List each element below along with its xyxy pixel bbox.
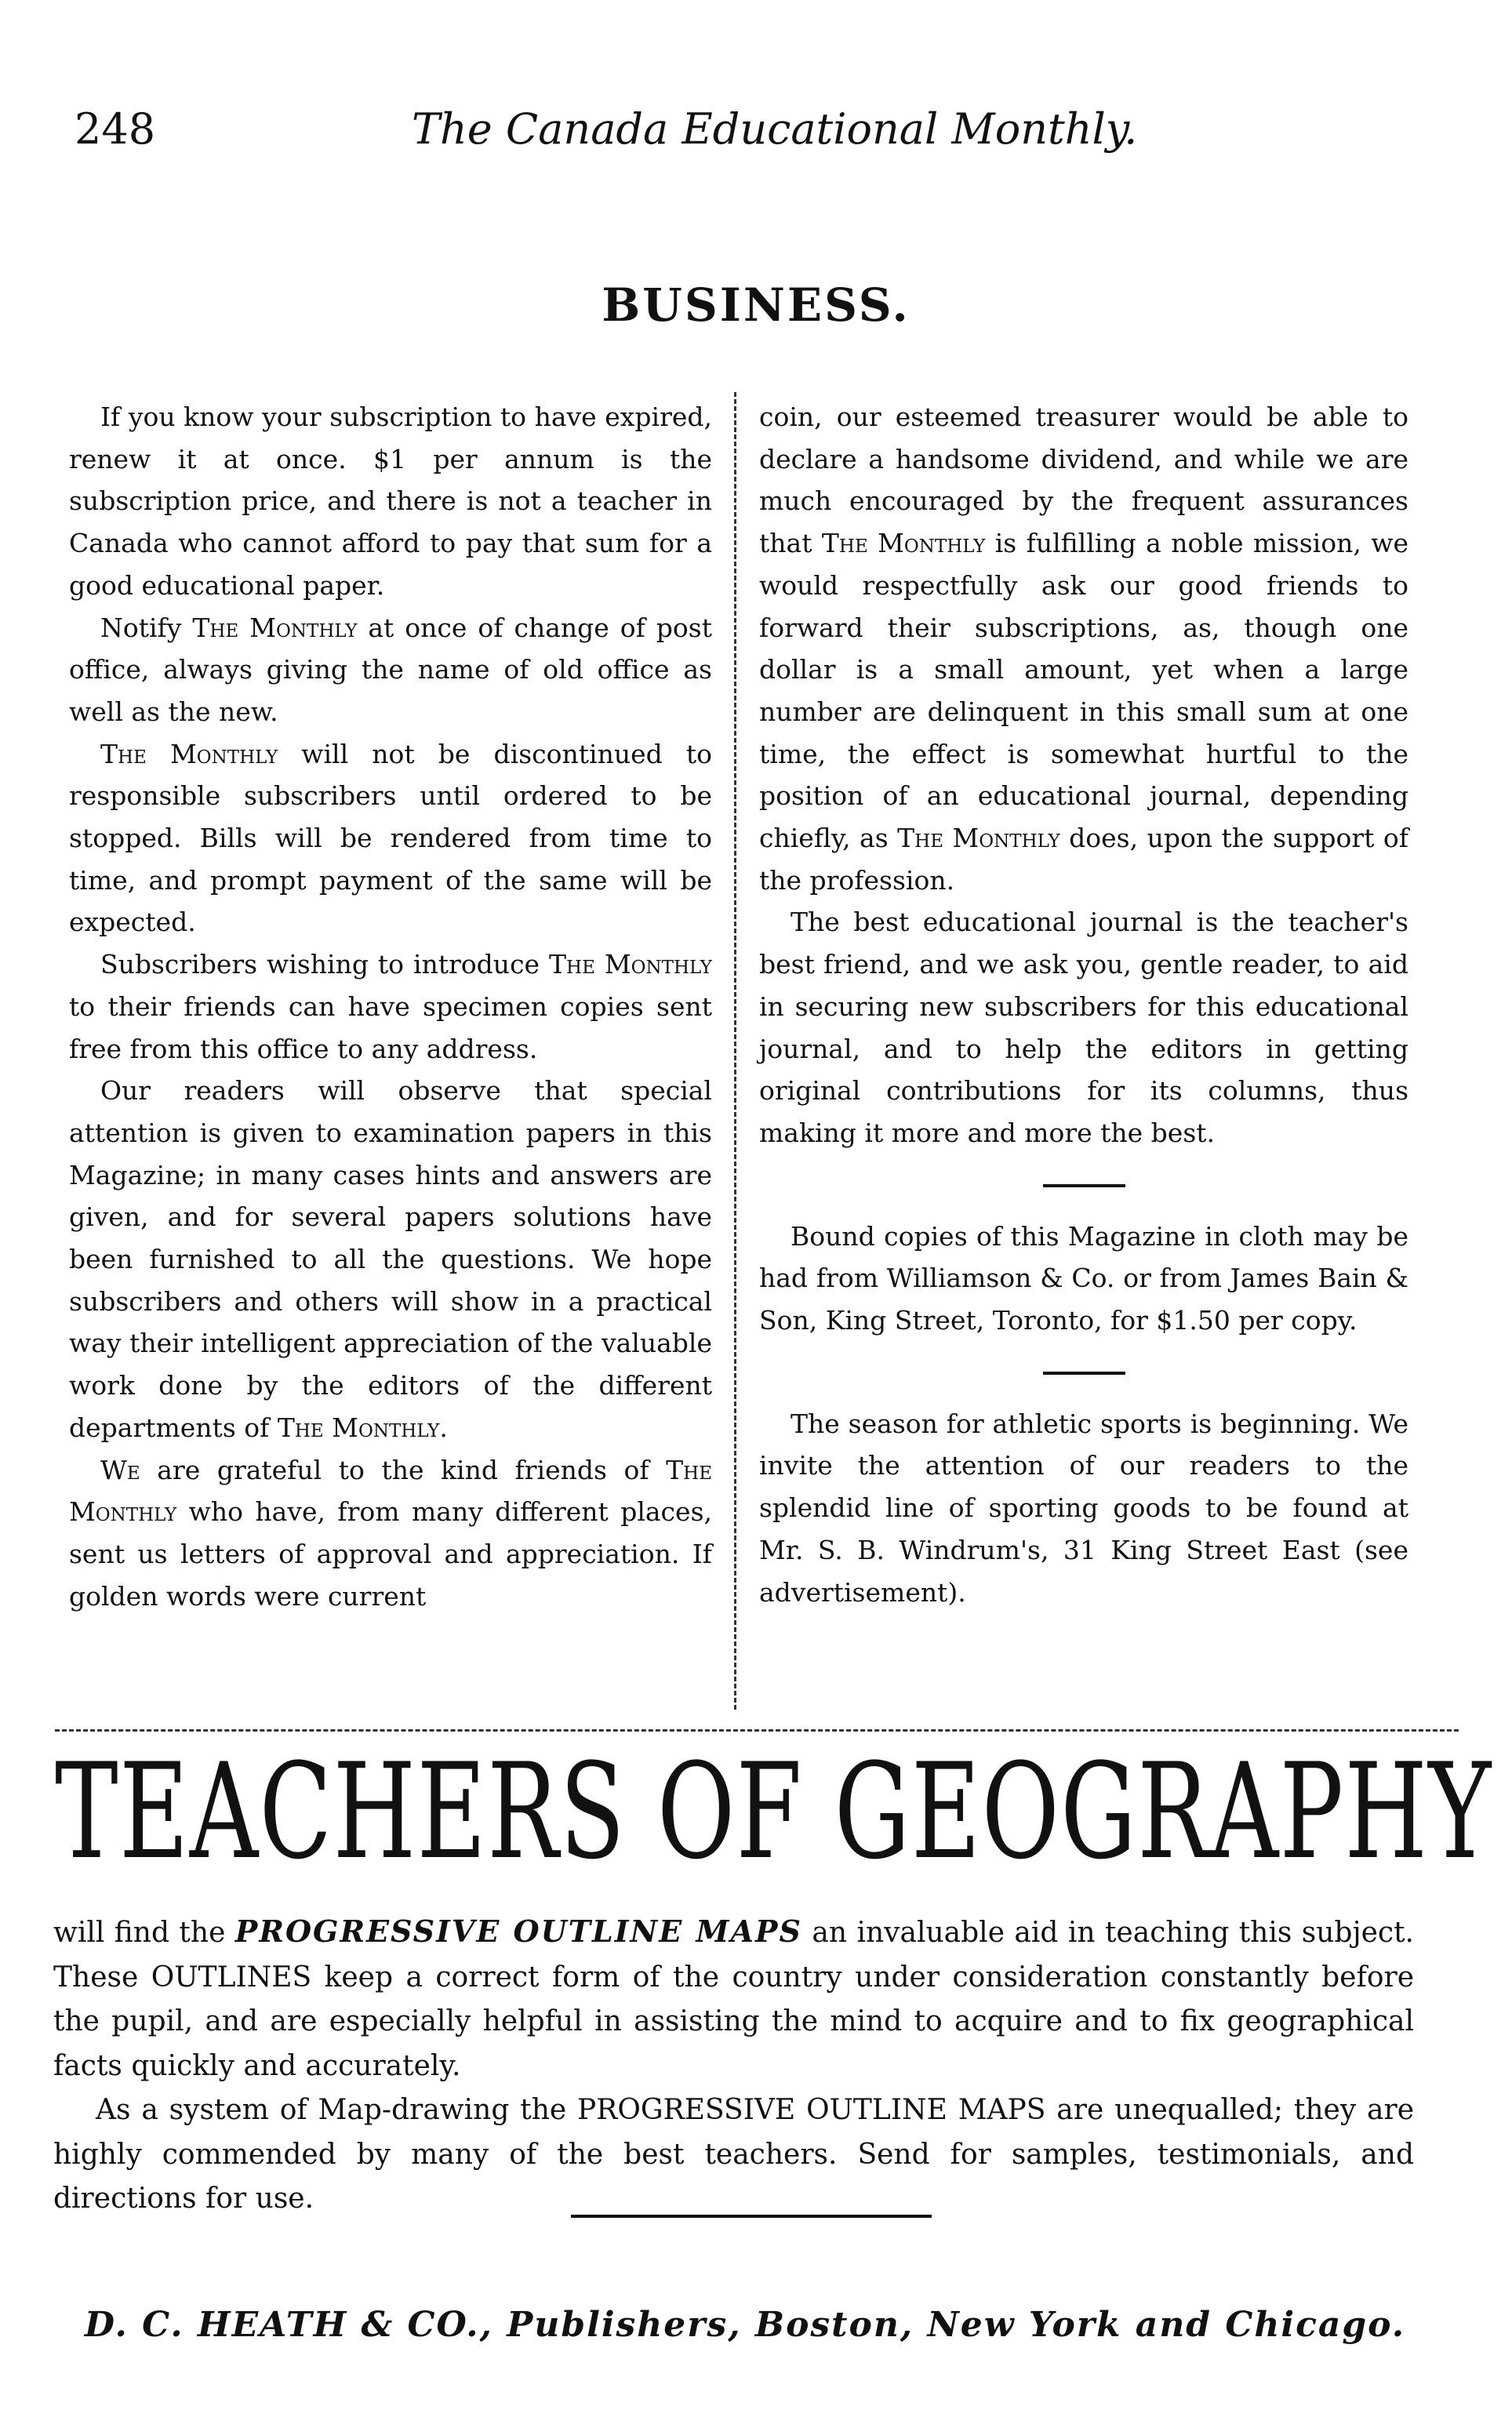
publisher-line: D. C. HEATH & CO., Publishers, Boston, New York and Chicago. (84, 2305, 1406, 2345)
paragraph: The best educational journal is the teacher's best friend, and we ask you, gentle reader, to aid in securing new subscribers for this educational journal, and to help the editors in getting original contributions for its columns, thus making it more and more the best. (759, 907, 1408, 1148)
full-width-rule (55, 1729, 1459, 1732)
paragraph: We are grateful to the kind friends of The Monthly who have, from many different places, sent us letters of approval and appreciation. If golden words were current (69, 1454, 712, 1612)
column-divider (734, 392, 736, 1710)
paragraph: The season for athletic sports is beginning. We invite the attention of our readers to the splendid line of sporting goods to be found at Mr. S. B. Windrum's, 31 King Street East (see advertisement). (759, 1408, 1408, 1608)
product-name: PROGRESSIVE OUTLINE MAPS (234, 1914, 802, 1949)
separator-rule (1043, 1184, 1125, 1187)
separator-rule (1043, 1372, 1125, 1375)
ad-separator-rule (571, 2215, 932, 2218)
ad-paragraph: will find the PROGRESSIVE OUTLINE MAPS an invaluable aid in teaching this subject. These OUTLINES keep a correct form of the country under consideration constantly before the pupil, and are especially helpful in assisting the mind to acquire and to fix geographical facts quickly and accurately. (53, 1914, 1414, 2082)
ad-paragraph: As a system of Map-drawing the PROGRESSIVE OUTLINE MAPS are unequalled; they are highly commended by many of the best teachers. Send for samples, testimonials, and directions for use. (53, 2094, 1414, 2215)
paragraph: The Monthly will not be discontinued to responsible subscribers until ordered to be stopped. Bills will be rendered from time to time, and prompt payment of the same will be expected. (69, 738, 712, 938)
section-heading: BUSINESS. (602, 278, 910, 332)
paragraph: Bound copies of this Magazine in cloth may be had from Williamson & Co. or from James Bain & Son, King Street, Toronto, for $1.50 per copy. (759, 1220, 1408, 1336)
left-column (69, 396, 712, 1617)
paragraph: coin, our esteemed treasurer would be able to declare a handsome dividend, and while we are much encouraged by the frequent assurances that The Monthly is fulfilling a noble mission, we would respectfully ask our good friends to forward their subscriptions, as, though one dollar is a small amount, yet when a large number are delinquent in this small sum at one time, the effect is somewhat hurtful to the position of an educational journal, depending chiefly, as The Monthly does, upon the support of the profession. (759, 402, 1408, 896)
paragraph: Notify The Monthly at once of change of post office, always giving the name of old office as well as the new. (69, 612, 712, 727)
ad-headline: TEACHERS OF GEOGRAPHY (55, 1735, 1492, 1888)
paragraph: If you know your subscription to have expired, renew it at once. $1 per annum is the subscription price, and there is not a teacher in Canada who cannot afford to pay that sum for a good educational paper. (69, 402, 712, 601)
running-head (75, 102, 1447, 157)
paragraph: Subscribers wishing to introduce The Monthly to their friends can have specimen copies sent free from this office to any address. (69, 949, 712, 1064)
right-column (759, 396, 1408, 1613)
page-number: 248 (75, 104, 156, 154)
paragraph: Our readers will observe that special attention is given to examination papers in this Magazine; in many cases hints and answers are given, and for several papers solutions have been furnished to all the questions. We hope subscribers and others will show in a practical way their intelligent appreciation of the valuable work done by the editors of the different departments of The Monthly. (69, 1075, 712, 1443)
ad-body (53, 1910, 1414, 2222)
journal-title: The Canada Educational Monthly. (412, 104, 1138, 154)
